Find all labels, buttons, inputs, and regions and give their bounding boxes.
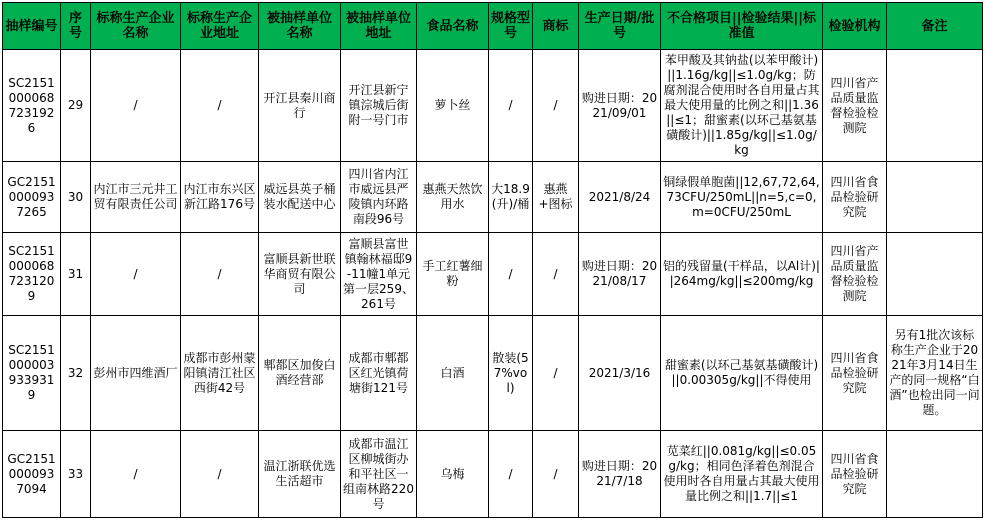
cell-sampled-address: 富顺县富世镇翰林福邸9-11幢1单元第一层259、261号 xyxy=(341,233,417,316)
cell-inspection-agency: 四川省产品质量监督检验检测院 xyxy=(823,50,887,162)
cell-failed-item: 甜蜜素(以环己基氨基磺酸计)||0.00305g/kg||不得使用 xyxy=(661,316,823,431)
cell-food-name: 惠燕天然饮用水 xyxy=(417,162,489,233)
header-spec: 规格型号 xyxy=(489,3,533,50)
cell-food-name: 手工红薯细粉 xyxy=(417,233,489,316)
cell-serial: 30 xyxy=(61,162,91,233)
cell-food-name: 白酒 xyxy=(417,316,489,431)
cell-sampled-unit: 威远县英子桶装水配送中心 xyxy=(259,162,341,233)
header-manufacturer: 标称生产企业名称 xyxy=(91,3,181,50)
cell-production-date: 购进日期：2021/7/18 xyxy=(579,431,661,518)
cell-manufacturer-address: / xyxy=(181,233,259,316)
cell-food-name: 萝卜丝 xyxy=(417,50,489,162)
header-sample-id: 抽样编号 xyxy=(3,3,61,50)
cell-manufacturer-address: / xyxy=(181,431,259,518)
cell-failed-item: 铝的残留量(干样品，以Al计)||264mg/kg||≤200mg/kg xyxy=(661,233,823,316)
header-inspection-agency: 检验机构 xyxy=(823,3,887,50)
cell-production-date: 2021/8/24 xyxy=(579,162,661,233)
cell-inspection-agency: 四川省食品检验研究院 xyxy=(823,162,887,233)
header-sampled-unit: 被抽样单位名称 xyxy=(259,3,341,50)
cell-spec: / xyxy=(489,233,533,316)
cell-serial: 33 xyxy=(61,431,91,518)
cell-remarks xyxy=(887,162,983,233)
cell-sampled-address: 成都市郫都区红光镇荷塘街121号 xyxy=(341,316,417,431)
cell-failed-item: 苋菜红||0.081g/kg||≤0.05g/kg；相同色泽着色剂混合使用时各自用量占其最大使用量比例之和||1.7||≤1 xyxy=(661,431,823,518)
header-failed-item: 不合格项目||检验结果||标准值 xyxy=(661,3,823,50)
header-food-name: 食品名称 xyxy=(417,3,489,50)
header-manufacturer-address: 标称生产企业地址 xyxy=(181,3,259,50)
cell-food-name: 乌梅 xyxy=(417,431,489,518)
cell-spec: / xyxy=(489,50,533,162)
cell-manufacturer: / xyxy=(91,50,181,162)
cell-sample-id: SC21510000687231209 xyxy=(3,233,61,316)
cell-remarks xyxy=(887,50,983,162)
table-row xyxy=(3,162,983,233)
cell-sample-id: SC21510000039339319 xyxy=(3,316,61,431)
cell-manufacturer-address: / xyxy=(181,50,259,162)
inspection-table xyxy=(2,2,983,518)
cell-manufacturer-address: 成都市彭州蒙阳镇清江社区西街42号 xyxy=(181,316,259,431)
cell-trademark: / xyxy=(533,431,579,518)
table-row xyxy=(3,316,983,431)
cell-failed-item: 铜绿假单胞菌||12,67,72,64,73CFU/250mL||n=5,c=0,m=0CFU/250mL xyxy=(661,162,823,233)
cell-manufacturer-address: 内江市东兴区新江路176号 xyxy=(181,162,259,233)
cell-production-date: 购进日期：2021/08/17 xyxy=(579,233,661,316)
cell-sample-id: GC21510000937265 xyxy=(3,162,61,233)
cell-remarks: 另有1批次该标称生产企业于2021年3月14日生产的同一规格“白酒”也检出同一问题。 xyxy=(887,316,983,431)
cell-inspection-agency: 四川省食品检验研究院 xyxy=(823,431,887,518)
cell-trademark: / xyxy=(533,316,579,431)
cell-manufacturer: 彭州市四维酒厂 xyxy=(91,316,181,431)
cell-spec: 大18.9(升)/桶 xyxy=(489,162,533,233)
cell-sampled-address: 开江县新宁镇淙城后街附一号门市 xyxy=(341,50,417,162)
cell-sample-id: SC21510000687231926 xyxy=(3,50,61,162)
cell-trademark: / xyxy=(533,233,579,316)
header-production-date: 生产日期/批号 xyxy=(579,3,661,50)
cell-spec: / xyxy=(489,431,533,518)
cell-inspection-agency: 四川省产品质量监督检验检测院 xyxy=(823,233,887,316)
cell-production-date: 购进日期：2021/09/01 xyxy=(579,50,661,162)
cell-manufacturer: / xyxy=(91,233,181,316)
cell-remarks xyxy=(887,233,983,316)
cell-trademark: 惠燕+图标 xyxy=(533,162,579,233)
cell-sampled-unit: 富顺县新世联华商贸有限公司 xyxy=(259,233,341,316)
cell-manufacturer: 内江市三元井工贸有限责任公司 xyxy=(91,162,181,233)
cell-sampled-unit: 开江县秦川商行 xyxy=(259,50,341,162)
table-row xyxy=(3,233,983,316)
cell-inspection-agency: 四川省食品检验研究院 xyxy=(823,316,887,431)
cell-manufacturer: / xyxy=(91,431,181,518)
header-row xyxy=(3,3,983,50)
cell-spec: 散装(57%vol) xyxy=(489,316,533,431)
header-trademark: 商标 xyxy=(533,3,579,50)
header-serial: 序号 xyxy=(61,3,91,50)
cell-sample-id: GC21510000937094 xyxy=(3,431,61,518)
cell-sampled-unit: 郫都区加俊白酒经营部 xyxy=(259,316,341,431)
header-remarks: 备注 xyxy=(887,3,983,50)
table-row xyxy=(3,431,983,518)
cell-failed-item: 苯甲酸及其钠盐(以苯甲酸计)||1.16g/kg||≤1.0g/kg；防腐剂混合使用时各自用量占其最大使用量的比例之和||1.36||≤1；甜蜜素(以环己基氨基磺酸计)||1.85g/kg||≤1.0g/kg xyxy=(661,50,823,162)
cell-sampled-address: 成都市温江区柳城街办和平社区一组南林路220号 xyxy=(341,431,417,518)
cell-serial: 31 xyxy=(61,233,91,316)
cell-serial: 29 xyxy=(61,50,91,162)
cell-sampled-unit: 温江浙联优选生活超市 xyxy=(259,431,341,518)
header-sampled-address: 被抽样单位地址 xyxy=(341,3,417,50)
cell-trademark: / xyxy=(533,50,579,162)
cell-production-date: 2021/3/16 xyxy=(579,316,661,431)
cell-remarks xyxy=(887,431,983,518)
cell-sampled-address: 四川省内江市威远县严陵镇内环路南段96号 xyxy=(341,162,417,233)
cell-serial: 32 xyxy=(61,316,91,431)
table-row xyxy=(3,50,983,162)
